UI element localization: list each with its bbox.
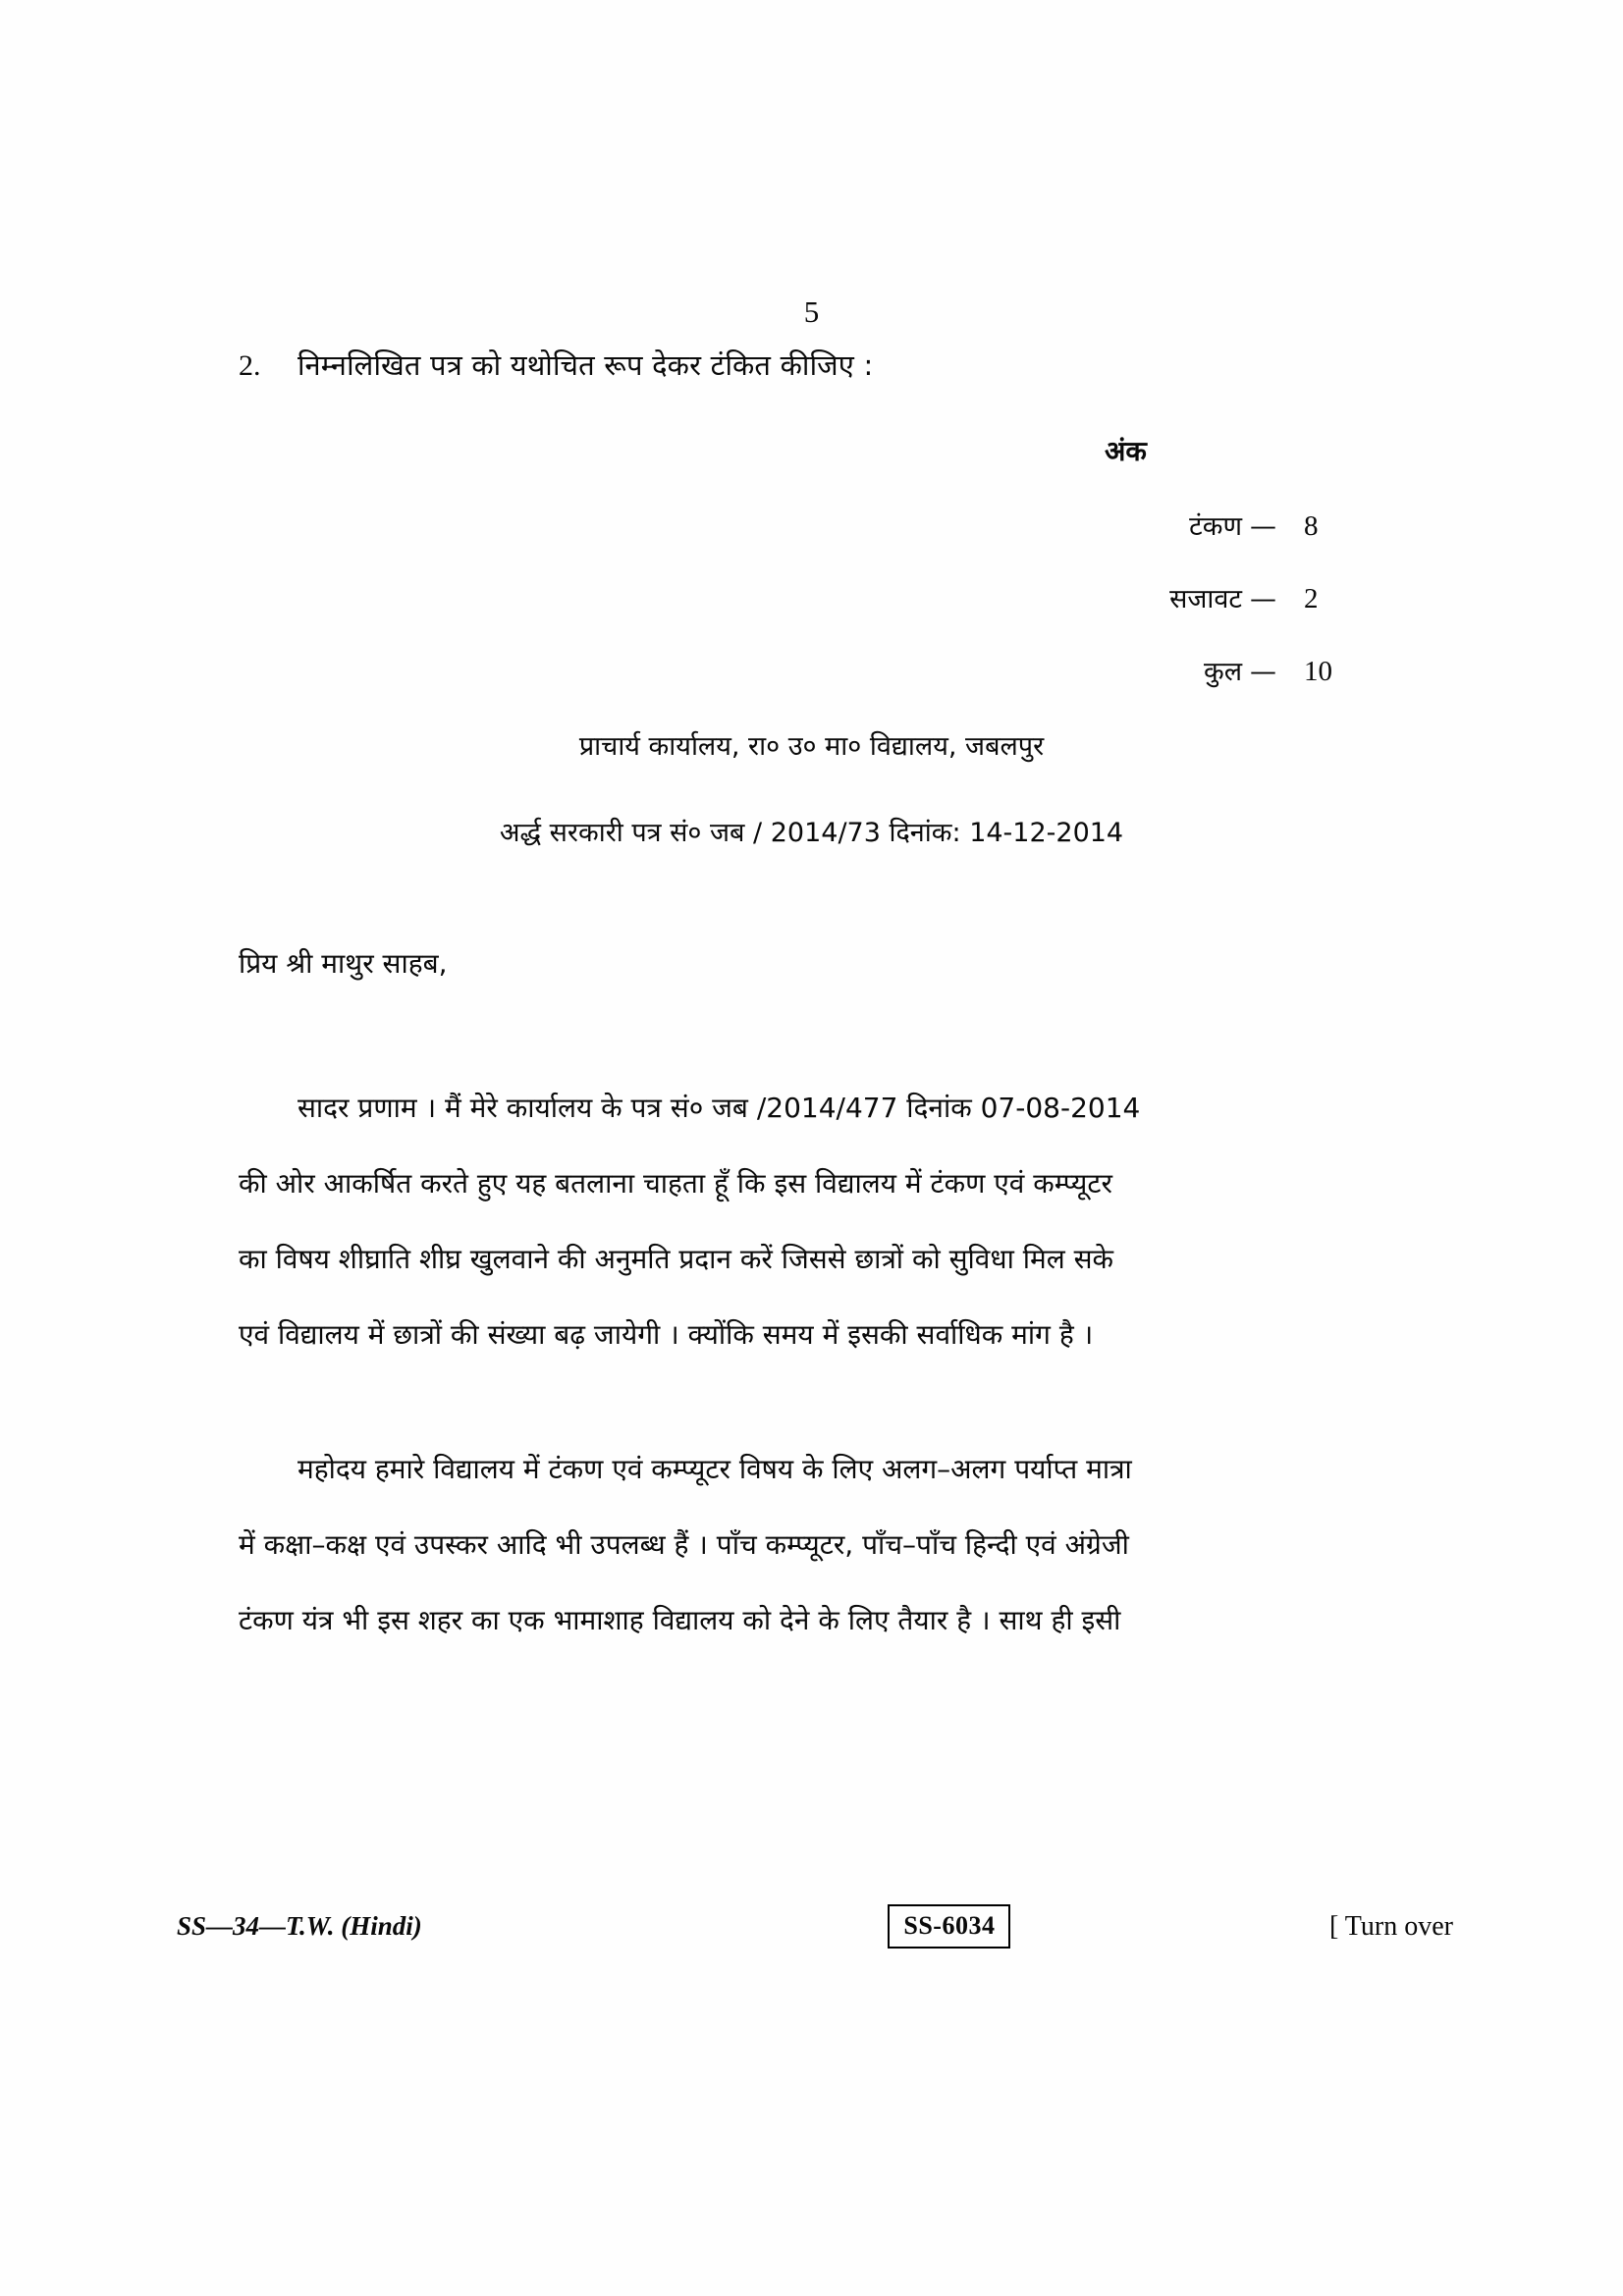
paragraph-gap (239, 1372, 1397, 1431)
footer-paper-code: SS—34—T.W. (Hindi) (177, 1911, 422, 1941)
letter-salutation: प्रिय श्री माथुर साहब, (239, 947, 448, 980)
marks-table-header: अंक (1105, 435, 1147, 467)
marks-label: कुल (1203, 657, 1242, 687)
body-line: महोदय हमारे विद्यालय में टंकण एवं कम्प्यूटर विषय के लिए अलग–अलग पर्याप्त मात्रा (298, 1453, 1132, 1485)
marks-dash: — (1250, 657, 1276, 687)
footer-turn-over: [ Turn over (1328, 1910, 1453, 1942)
page-number: 5 (803, 294, 820, 329)
marks-value: 8 (1304, 510, 1319, 542)
marks-label: सजावट (1169, 584, 1242, 614)
body-line: टंकण यंत्र भी इस शहर का एक भामाशाह विद्यालय को देने के लिए तैयार है । साथ ही इसी (239, 1604, 1121, 1636)
body-line: में कक्षा–कक्ष एवं उपस्कर आदि भी उपलब्ध हैं । पाँच कम्प्यूटर, पाँच–पाँच हिन्दी एवं अंग्रेजी (239, 1528, 1129, 1561)
page-footer (177, 1904, 1453, 1949)
marks-row (1085, 507, 1380, 543)
question-number: 2. (239, 349, 261, 382)
letter-office-heading: प्राचार्य कार्यालय, रा० उ० मा० विद्यालय, जबलपुर (578, 731, 1045, 762)
marks-label: टंकण (1189, 511, 1242, 542)
marks-value: 2 (1304, 583, 1319, 614)
letter-body (239, 1070, 1397, 1658)
body-line: का विषय शीघ्राति शीघ्र खुलवाने की अनुमति प्रदान करें जिससे छात्रों को सुविधा मिल सके (239, 1243, 1114, 1275)
marks-row (1085, 652, 1380, 688)
body-line: की ओर आकर्षित करते हुए यह बतलाना चाहता हूँ कि इस विद्यालय में टंकण एवं कम्प्यूटर (239, 1167, 1112, 1200)
marks-table (1085, 432, 1380, 724)
marks-row (1085, 579, 1380, 615)
question-text: निम्नलिखित पत्र को यथोचित रूप देकर टंकित कीजिए : (298, 348, 874, 382)
marks-dash: — (1250, 511, 1276, 542)
question-2 (239, 346, 873, 384)
marks-value: 10 (1304, 656, 1332, 687)
footer-boxed-code: SS-6034 (888, 1904, 1010, 1949)
letter-reference-line: अर्द्ध सरकारी पत्र सं० जब / 2014/73 दिनांक: 14-12-2014 (499, 818, 1124, 848)
body-line: सादर प्रणाम । मैं मेरे कार्यालय के पत्र सं० जब /2014/477 दिनांक 07-08-2014 (298, 1092, 1141, 1124)
body-line: एवं विद्यालय में छात्रों की संख्या बढ़ जायेगी । क्योंकि समय में इसकी सर्वाधिक मांग है । (239, 1318, 1094, 1351)
marks-dash: — (1250, 584, 1276, 614)
